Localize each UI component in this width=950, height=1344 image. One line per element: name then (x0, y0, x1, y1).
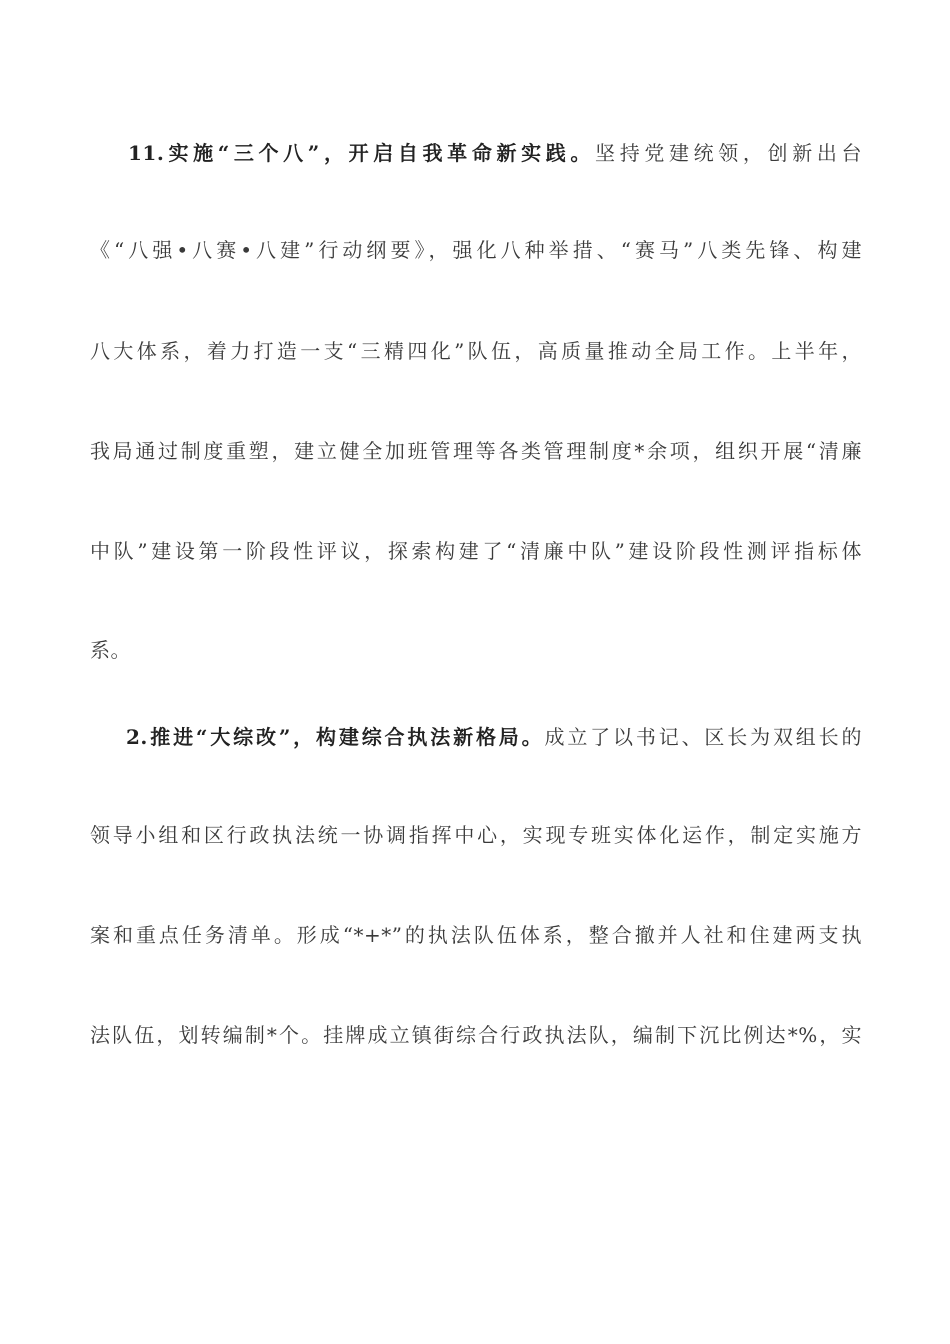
paragraph-line: 《“八强•八赛•八建”行动纲要》，强化八种举措、“赛马”八类先锋、构建 (90, 238, 862, 262)
paragraph-line: 法队伍，划转编制*个。挂牌成立镇街综合行政执法队，编制下沉比例达*%，实 (90, 1023, 862, 1047)
paragraph-line: 我局通过制度重塑，建立健全加班管理等各类管理制度*余项，组织开展“清廉 (90, 439, 862, 463)
paragraph-line: 中队”建设第一阶段性评议，探索构建了“清廉中队”建设阶段性测评指标体 (90, 539, 862, 563)
section-heading: 11.实施“三个八”，开启自我革命新实践。 (128, 141, 596, 165)
section-heading: 2.推进“大综改”，构建综合执法新格局。 (126, 725, 545, 749)
paragraph-line: 案和重点任务清单。形成“*+*”的执法队伍体系，整合撤并人社和住建两支执 (90, 923, 862, 947)
paragraph-line: 领导小组和区行政执法统一协调指挥中心，实现专班实体化运作，制定实施方 (90, 823, 862, 847)
paragraph-line: 系。 (90, 638, 131, 662)
paragraph-line (90, 722, 862, 752)
paragraph-text: 坚持党建统领，创新出台 (595, 141, 862, 165)
paragraph-text: 成立了以书记、区长为双组长的 (544, 725, 862, 749)
paragraph-line (90, 138, 862, 168)
paragraph-line: 八大体系，着力打造一支“三精四化”队伍，高质量推动全局工作。上半年， (90, 339, 862, 363)
